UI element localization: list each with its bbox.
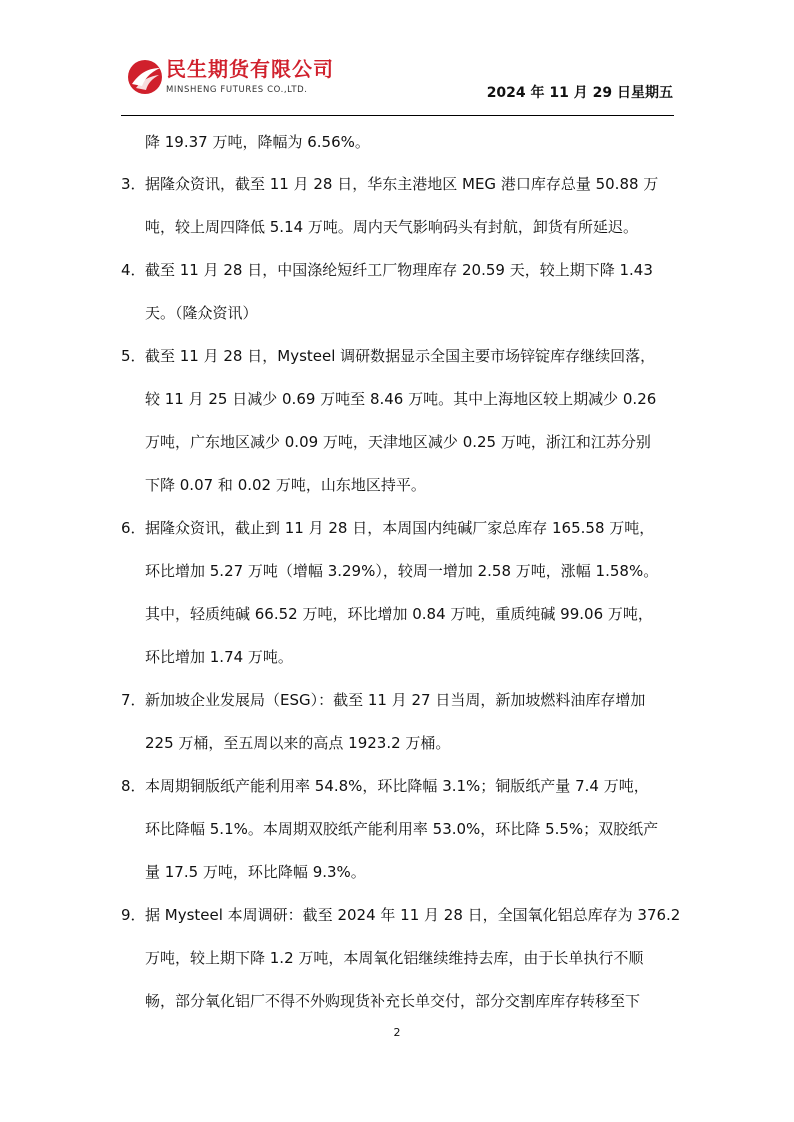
- text-line: [121, 293, 677, 336]
- line-text: 据 Mysteel 本周调研：截至 2024 年 11 月 28 日，全国氧化铝总库存为 376.2: [145, 906, 681, 924]
- line-text: 降 19.37 万吨，降幅为 6.56%。: [145, 133, 370, 151]
- item-number: 7．: [121, 691, 146, 709]
- line-text: 据隆众资讯，截至 11 月 28 日，华东主港地区 MEG 港口库存总量 50.88 万: [145, 175, 659, 193]
- line-text: 其中，轻质纯碱 66.52 万吨，环比增加 0.84 万吨，重质纯碱 99.06 万吨，: [145, 605, 653, 623]
- document-body: [121, 122, 681, 1024]
- text-line: [121, 207, 677, 250]
- text-line: [121, 723, 677, 766]
- text-line: [121, 122, 677, 164]
- text-line: [121, 164, 677, 207]
- text-line: [121, 594, 677, 637]
- item-number: 5．: [121, 347, 146, 365]
- line-text: 较 11 月 25 日减少 0.69 万吨至 8.46 万吨。其中上海地区较上期减少 0.26: [145, 390, 657, 408]
- line-text: 环比增加 5.27 万吨（增幅 3.29%），较周一增加 2.58 万吨，涨幅 1.58%。: [145, 562, 659, 580]
- line-text: 截至 11 月 28 日，中国涤纶短纤工厂物理库存 20.59 天，较上期下降 1.43: [145, 261, 653, 279]
- text-line: [121, 379, 677, 422]
- line-text: 下降 0.07 和 0.02 万吨，山东地区持平。: [145, 476, 426, 494]
- line-text: 据隆众资讯，截止到 11 月 28 日，本周国内纯碱厂家总库存 165.58 万吨，: [145, 519, 655, 537]
- company-logo: [126, 57, 366, 101]
- text-line: [121, 766, 677, 809]
- line-text: 新加坡企业发展局（ESG）：截至 11 月 27 日当周，新加坡燃料油库存增加: [145, 691, 646, 709]
- line-text: 225 万桶，至五周以来的高点 1923.2 万桶。: [145, 734, 451, 752]
- text-line: [121, 809, 677, 852]
- line-text: 万吨，广东地区减少 0.09 万吨，天津地区减少 0.25 万吨，浙江和江苏分别: [145, 433, 651, 451]
- line-text: 万吨，较上期下降 1.2 万吨，本周氧化铝继续维持去库，由于长单执行不顺: [145, 949, 644, 967]
- text-line: [121, 250, 677, 293]
- text-line: [121, 895, 681, 938]
- logo-chinese-name: 民生期货有限公司: [166, 57, 334, 81]
- text-line: [121, 680, 677, 723]
- text-line: [121, 637, 677, 680]
- logo-english-name: MINSHENG FUTURES CO.,LTD.: [166, 85, 308, 95]
- text-line: [121, 508, 677, 551]
- line-text: 量 17.5 万吨，环比降幅 9.3%。: [145, 863, 366, 881]
- item-number: 3．: [121, 175, 146, 193]
- text-line: [121, 465, 677, 508]
- item-number: 4．: [121, 261, 146, 279]
- line-text: 吨，较上周四降低 5.14 万吨。周内天气影响码头有封航，卸货有所延迟。: [145, 218, 638, 236]
- header-divider: [121, 115, 674, 116]
- line-text: 截至 11 月 28 日，Mysteel 调研数据显示全国主要市场锌锭库存继续回落，: [145, 347, 656, 365]
- text-line: [121, 981, 677, 1024]
- text-line: [121, 938, 677, 981]
- page-number: 2: [393, 1026, 401, 1039]
- line-text: 畅，部分氧化铝厂不得不外购现货补充长单交付，部分交割库库存转移至下: [145, 992, 641, 1010]
- item-number: 6．: [121, 519, 146, 537]
- line-text: 环比增加 1.74 万吨。: [145, 648, 293, 666]
- line-text: 天。（隆众资讯）: [145, 304, 258, 322]
- text-line: [121, 551, 677, 594]
- item-number: 9．: [121, 906, 146, 924]
- line-text: 本周期铜版纸产能利用率 54.8%，环比降幅 3.1%；铜版纸产量 7.4 万吨，: [145, 777, 649, 795]
- text-line: [121, 422, 677, 465]
- line-text: 环比降幅 5.1%。本周期双胶纸产能利用率 53.0%，环比降 5.5%；双胶纸产: [145, 820, 659, 838]
- text-line: [121, 336, 677, 379]
- header-date: 2024 年 11 月 29 日星期五: [486, 85, 673, 101]
- text-line: [121, 852, 677, 895]
- item-number: 8．: [121, 777, 146, 795]
- minsheng-logo-icon: [126, 58, 164, 96]
